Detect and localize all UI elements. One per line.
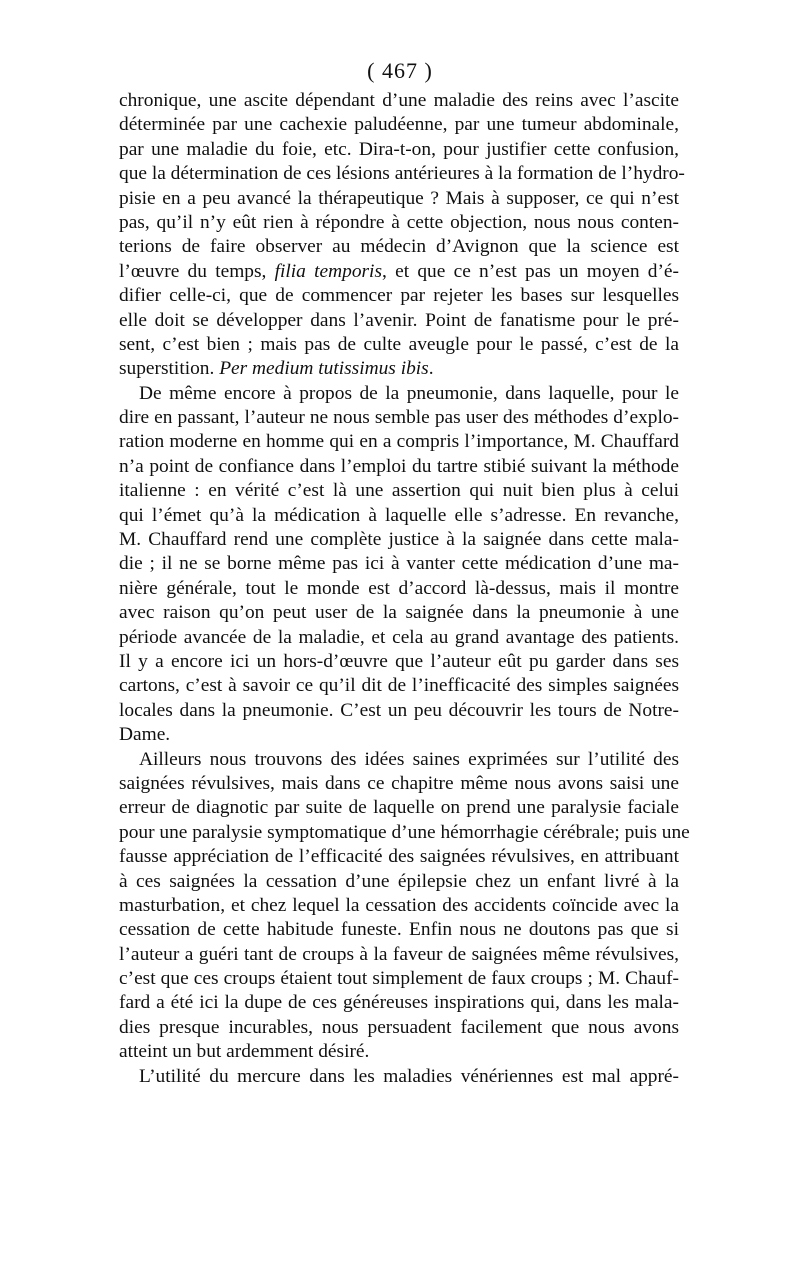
text-segment: .: [428, 358, 434, 380]
text-line: [119, 138, 679, 162]
text-line: [119, 723, 679, 747]
text-segment: période avancée de la maladie, et cela au grand avantage des patients.: [119, 626, 679, 648]
text-line: [119, 967, 679, 991]
text-segment: déterminée par une cachexie paludéenne, par une tumeur abdominale,: [119, 114, 679, 136]
text-line: [119, 674, 679, 698]
text-segment: Dame.: [119, 724, 171, 746]
text-line: [119, 113, 679, 137]
text-line: [119, 552, 679, 576]
text-segment: difier celle-ci, que de commencer par rejeter les bases sur lesquelles: [119, 285, 679, 307]
text-line: [119, 918, 679, 942]
text-segment: pour une paralysie symptomatique d’une hémorrhagie cérébrale; puis une: [119, 821, 690, 843]
text-line: [119, 870, 679, 894]
text-segment: masturbation, et chez lequel la cessation des accidents coïncide avec la: [119, 894, 679, 916]
text-line: [119, 1040, 679, 1064]
text-segment: Ailleurs nous trouvons des idées saines exprimées sur l’utilité des: [139, 748, 679, 770]
text-line: [119, 577, 679, 601]
text-segment: De même encore à propos de la pneumonie, dans laquelle, pour le: [139, 382, 679, 404]
text-segment: pisie en a peu avancé la thérapeutique ? Mais à supposer, ce qui n’est: [119, 187, 679, 209]
text-segment: que la détermination de ces lésions antérieures à la formation de l’hydro-: [119, 163, 685, 185]
text-line: [119, 260, 679, 284]
text-segment: nière générale, tout le monde est d’accord là-dessus, mais il montre: [119, 577, 679, 599]
text-line: [119, 211, 679, 235]
text-segment: saignées révulsives, mais dans ce chapitre même nous avons saisi une: [119, 772, 679, 794]
text-segment: M. Chauffard rend une complète justice à la saignée dans cette mala-: [119, 529, 679, 551]
text-line: [119, 284, 679, 308]
text-segment: erreur de diagnotic par suite de laquelle on prend une paralysie faciale: [119, 797, 679, 819]
text-line: [119, 309, 679, 333]
text-line: [119, 479, 679, 503]
text-line: [119, 796, 679, 820]
text-segment: chronique, une ascite dépendant d’une maladie des reins avec l’ascite: [119, 90, 679, 111]
text-segment: ration moderne en homme qui en a compris l’importance, M. Chauffard: [119, 431, 679, 453]
text-segment: Il y a encore ici un hors-d’œuvre que l’auteur eût pu garder dans ses: [119, 650, 679, 672]
text-segment: dire en passant, l’auteur ne nous semble pas user des méthodes d’explo-: [119, 407, 679, 429]
text-line: [119, 1016, 679, 1040]
text-line: [119, 430, 679, 454]
text-segment: c’est que ces croups étaient tout simplement de faux croups ; M. Chauf-: [119, 968, 679, 990]
text-line: [119, 650, 679, 674]
body-text: [119, 89, 690, 1089]
text-segment: avec raison qu’on peut user de la saignée dans la pneumonie à une: [119, 602, 679, 624]
text-line: [119, 235, 679, 259]
text-line: [119, 333, 679, 357]
text-segment: sent, c’est bien ; mais pas de culte aveugle pour le passé, c’est de la: [119, 333, 679, 355]
text-segment: qui l’émet qu’à la médication à laquelle elle s’adresse. En revanche,: [119, 504, 679, 526]
text-line: [119, 455, 679, 479]
text-segment: terions de faire observer au médecin d’Avignon que la science est: [119, 236, 679, 258]
text-line: [119, 772, 679, 796]
text-line: [119, 382, 679, 406]
text-segment: atteint un but ardemment désiré.: [119, 1041, 370, 1063]
text-segment: pas, qu’il n’y eût rien à répondre à cette objection, nous nous conten-: [119, 211, 679, 233]
text-line: [119, 943, 679, 967]
text-segment: superstition.: [119, 358, 220, 380]
text-segment: cessation de cette habitude funeste. Enfin nous ne doutons pas que si: [119, 919, 679, 941]
text-line: [119, 601, 679, 625]
text-segment: dies presque incurables, nous persuadent facilement que nous avons: [119, 1016, 679, 1038]
text-segment: fard a été ici la dupe de ces généreuses inspirations qui, dans les mala-: [119, 992, 679, 1014]
text-line: [119, 1065, 679, 1089]
text-segment: cartons, c’est à savoir ce qu’il dit de l’inefficacité des simples saignées: [119, 675, 679, 697]
text-segment: n’a point de confiance dans l’emploi du tartre stibié suivant la méthode: [119, 455, 679, 477]
text-segment: L’utilité du mercure dans les maladies vénériennes est mal appré-: [139, 1065, 679, 1087]
text-line: [119, 991, 679, 1015]
italic-phrase: Per medium tutissimus ibis: [219, 358, 429, 380]
text-segment: elle doit se développer dans l’avenir. Point de fanatisme pour le pré-: [119, 309, 679, 331]
text-line: [119, 626, 679, 650]
text-segment: l’auteur a guéri tant de croups à la faveur de saignées même révulsives,: [119, 943, 679, 965]
text-line: [119, 821, 690, 845]
text-line: [119, 162, 685, 186]
text-segment: , et que ce n’est pas un moyen d’é-: [382, 260, 679, 282]
text-segment: italienne : en vérité c’est là une assertion qui nuit bien plus à celui: [119, 480, 679, 502]
text-line: [119, 699, 679, 723]
text-line: [119, 504, 679, 528]
italic-phrase: filia temporis: [274, 260, 382, 282]
text-segment: à ces saignées la cessation d’une épilepsie chez un enfant livré à la: [119, 870, 679, 892]
text-segment: par une maladie du foie, etc. Dira-t-on, pour justifier cette confusion,: [119, 138, 679, 160]
page-number: ( 467 ): [367, 58, 433, 83]
text-line: [119, 528, 679, 552]
text-segment: locales dans la pneumonie. C’est un peu découvrir les tours de Notre-: [119, 699, 679, 721]
text-segment: die ; il ne se borne même pas ici à vanter cette médication d’une ma-: [119, 553, 679, 575]
text-line: [119, 406, 679, 430]
text-line: [119, 357, 679, 381]
text-line: [119, 748, 679, 772]
text-line: [119, 845, 679, 869]
text-line: [119, 894, 679, 918]
text-line: [119, 187, 679, 211]
text-line: [119, 89, 679, 113]
text-segment: fausse appréciation de l’efficacité des saignées révulsives, en attribuant: [119, 846, 679, 868]
text-segment: l’œuvre du temps,: [119, 260, 275, 282]
